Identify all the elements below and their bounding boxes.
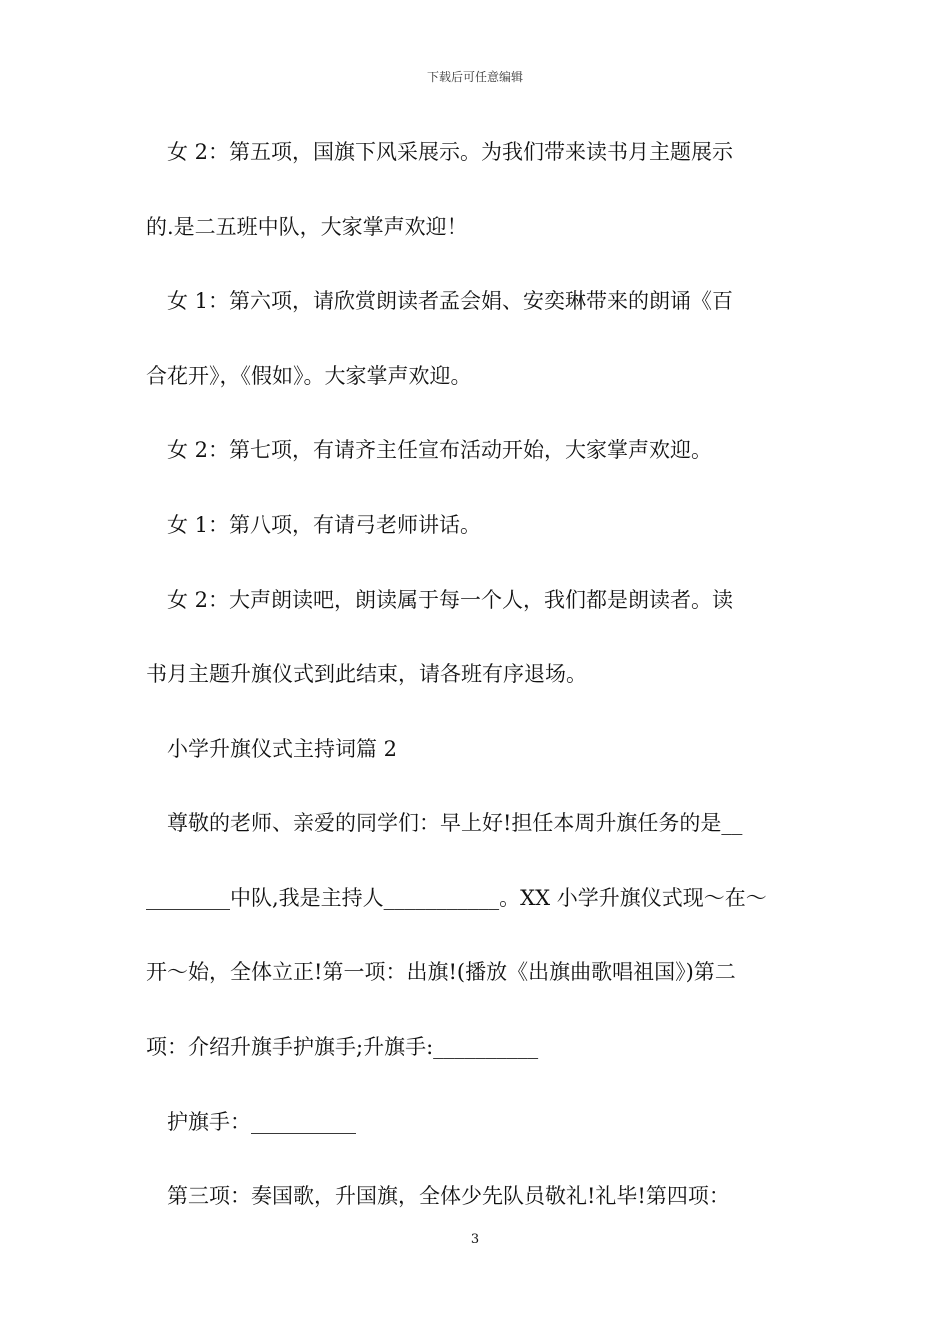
paragraph-line: 护旗手：__________ [146, 1110, 356, 1134]
section-heading: 小学升旗仪式主持词篇 2 [146, 737, 398, 761]
header-note: 下载后可任意编辑 [426, 70, 523, 84]
paragraph-line: 书月主题升旗仪式到此结束，请各班有序退场。 [146, 662, 587, 686]
paragraph-line: 开～始，全体立正!第一项：出旗!(播放《出旗曲歌唱祖国》)第二 [146, 960, 736, 984]
paragraph-line: 第三项：奏国歌，升国旗，全体少先队员敬礼!礼毕!第四项： [146, 1184, 730, 1208]
paragraph-line: ________中队,我是主持人___________。XX 小学升旗仪式现～在～ [146, 886, 767, 910]
paragraph-line: 女 2：第七项，有请齐主任宣布活动开始，大家掌声欢迎。 [146, 438, 713, 462]
paragraph-line: 合花开》，《假如》。大家掌声欢迎。 [146, 364, 472, 388]
paragraph-line: 女 2：第五项，国旗下风采展示。为我们带来读书月主题展示 [146, 140, 734, 164]
paragraph-line: 女 2：大声朗读吧，朗读属于每一个人，我们都是朗读者。读 [146, 588, 734, 612]
paragraph-line: 尊敬的老师、亲爱的同学们：早上好!担任本周升旗任务的是__ [146, 811, 743, 835]
paragraph-line: 女 1：第六项，请欣赏朗读者孟会娟、安奕琳带来的朗诵《百 [146, 289, 734, 313]
paragraph-line: 的.是二五班中队，大家掌声欢迎！ [146, 215, 468, 239]
paragraph-line: 项：介绍升旗手护旗手;升旗手:__________ [146, 1035, 539, 1059]
page-number: 3 [470, 1232, 480, 1247]
paragraph-line: 女 1：第八项，有请弓老师讲话。 [146, 513, 482, 537]
